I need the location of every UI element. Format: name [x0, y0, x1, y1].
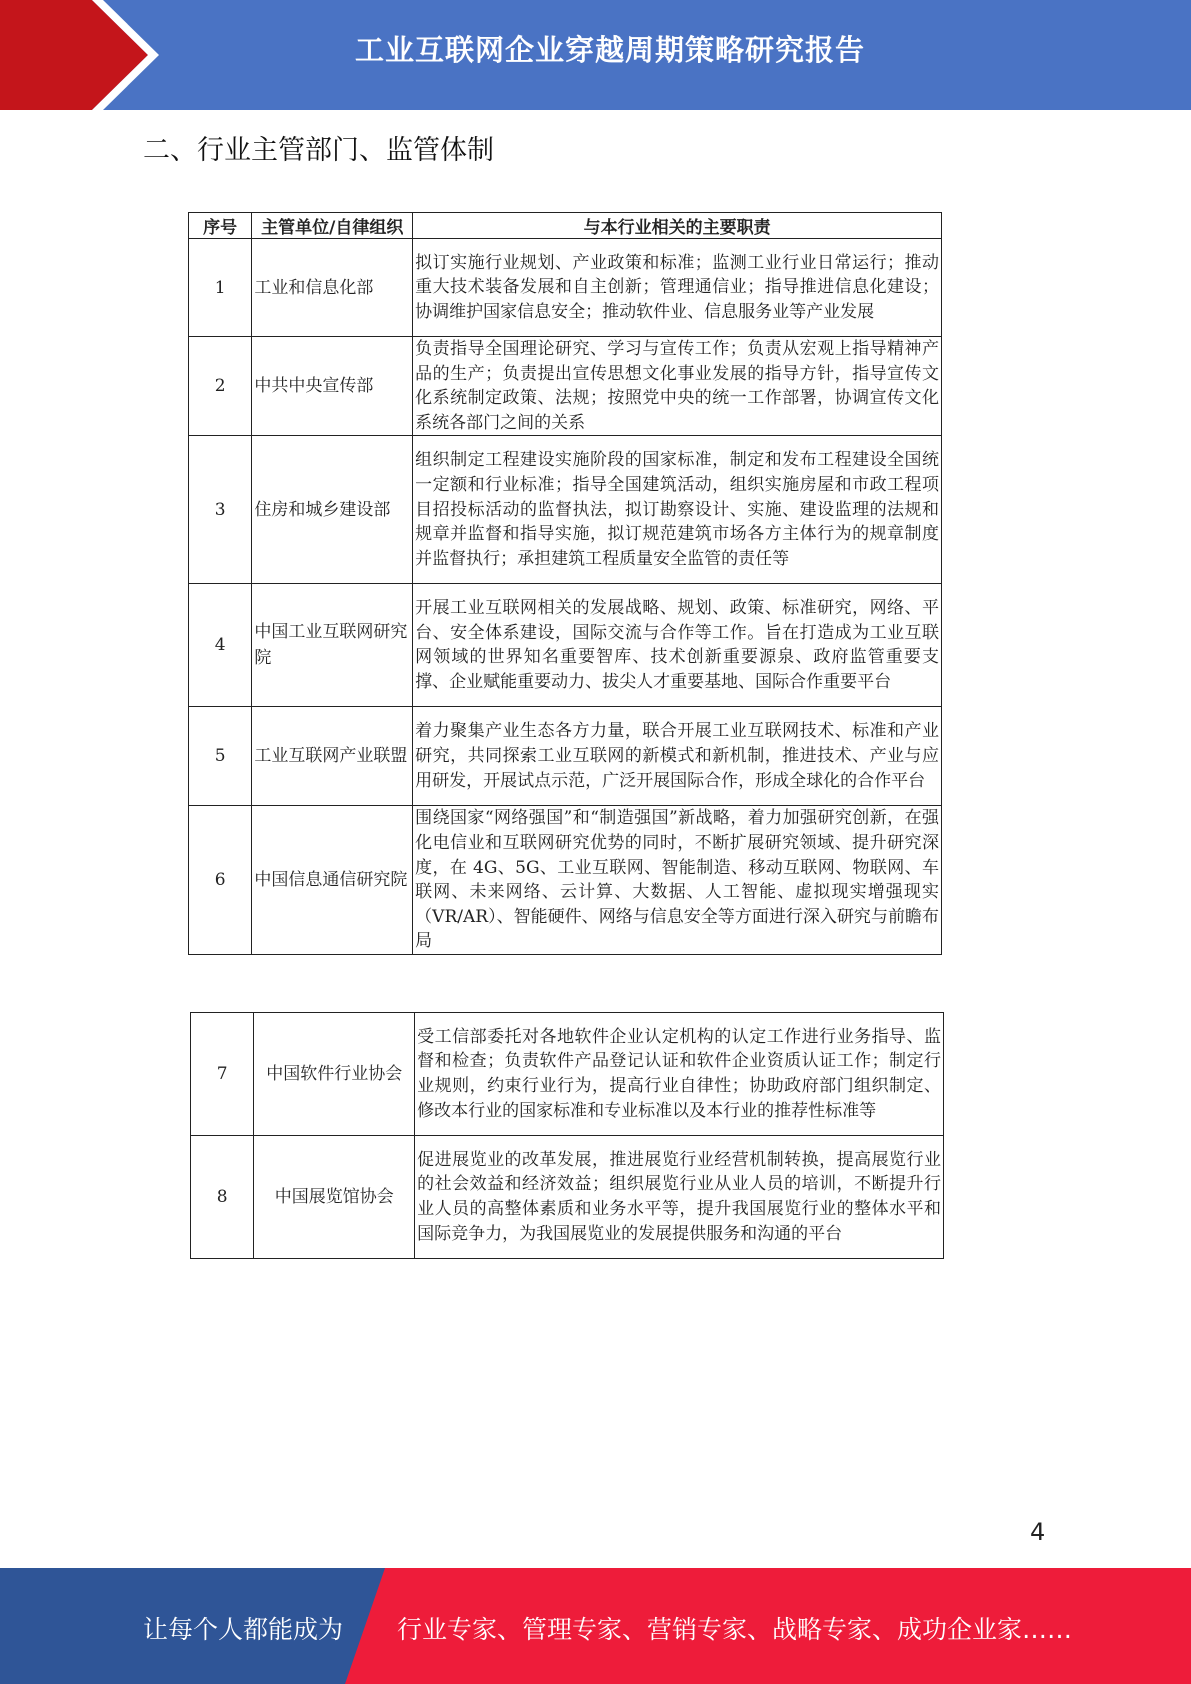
row-duties: 围绕国家“网络强国”和“制造强国”新战略，着力加强研究创新，在强化电信业和互联网研究优势的同时，不断扩展研究领域、提升研究深度，在 4G、5G、工业互联网、智能制造、移动互联网、物联网、车联网、未来网络、云计算、大数据、人工智能、虚拟现实增强现实（VR/AR）、智能硬件、网络与信息安全等方面进行深入研究与前瞻布局 [413, 806, 942, 955]
row-duties: 组织制定工程建设实施阶段的国家标准，制定和发布工程建设全国统一定额和行业标准；指导全国建筑活动，组织实施房屋和市政工程项目招投标活动的监督执法，拟订勘察设计、实施、建设监理的法规和规章并监督和指导实施，拟订规范建筑市场各方主体行为的规章制度并监督执行；承担建筑工程质量安全监管的责任等 [413, 436, 942, 584]
row-organization: 中共中央宣传部 [252, 337, 413, 436]
section-heading: 二、行业主管部门、监管体制 [143, 135, 494, 166]
row-organization: 中国工业互联网研究院 [252, 584, 413, 707]
row-number: 4 [189, 584, 252, 707]
col-header-duty: 与本行业相关的主要职责 [413, 213, 942, 239]
row-organization: 住房和城乡建设部 [252, 436, 413, 584]
table-row [189, 584, 942, 707]
col-header-org: 主管单位/自律组织 [252, 213, 413, 239]
header-chevron-decoration [0, 0, 160, 110]
row-number: 5 [189, 707, 252, 806]
table-header-row [189, 213, 942, 239]
regulators-table-continued [190, 1012, 944, 1259]
row-duties: 受工信部委托对各地软件企业认定机构的认定工作进行业务指导、监督和检查；负责软件产品登记认证和软件企业资质认证工作；制定行业规则，约束行业行为，提高行业自律性；协助政府部门组织制定、修改本行业的国家标准和专业标准以及本行业的推荐性标准等 [415, 1013, 944, 1136]
table-row [189, 707, 942, 806]
row-duties: 着力聚集产业生态各方力量，联合开展工业互联网技术、标准和产业研究，共同探索工业互联网的新模式和新机制，推进技术、产业与应用研发，开展试点示范，广泛开展国际合作，形成全球化的合作平台 [413, 707, 942, 806]
table-row [191, 1136, 944, 1259]
table-row [189, 806, 942, 955]
row-duties: 促进展览业的改革发展，推进展览行业经营机制转换，提高展览行业的社会效益和经济效益；组织展览行业从业人员的培训，不断提升行业人员的高整体素质和业务水平等，提升我国展览行业的整体水平和国际竞争力，为我国展览业的发展提供服务和沟通的平台 [415, 1136, 944, 1259]
table-row [189, 436, 942, 584]
row-number: 1 [189, 239, 252, 337]
row-number: 7 [191, 1013, 254, 1136]
report-title: 工业互联网企业穿越周期策略研究报告 [354, 33, 865, 67]
row-duties: 拟订实施行业规划、产业政策和标准；监测工业行业日常运行；推动重大技术装备发展和自主创新；管理通信业；指导推进信息化建设；协调维护国家信息安全；推动软件业、信息服务业等产业发展 [413, 239, 942, 337]
regulators-table [188, 212, 942, 955]
row-number: 6 [189, 806, 252, 955]
footer-slogan-left: 让每个人都能成为 [143, 1615, 344, 1644]
row-number: 2 [189, 337, 252, 436]
table-row [189, 239, 942, 337]
table-row [189, 337, 942, 436]
row-number: 8 [191, 1136, 254, 1259]
header-banner [0, 0, 1191, 110]
row-organization: 中国信息通信研究院 [252, 806, 413, 955]
page-number: 4 [1030, 1518, 1046, 1546]
col-header-no: 序号 [189, 213, 252, 239]
row-organization: 中国软件行业协会 [254, 1013, 415, 1136]
table-row [191, 1013, 944, 1136]
row-organization: 工业和信息化部 [252, 239, 413, 337]
row-duties: 负责指导全国理论研究、学习与宣传工作；负责从宏观上指导精神产品的生产；负责提出宣传思想文化事业发展的指导方针，指导宣传文化系统制定政策、法规；按照党中央的统一工作部署，协调宣传文化系统各部门之间的关系 [413, 337, 942, 436]
footer-slogan-right: 行业专家、管理专家、营销专家、战略专家、成功企业家…… [397, 1615, 1073, 1644]
row-duties: 开展工业互联网相关的发展战略、规划、政策、标准研究，网络、平台、安全体系建设，国际交流与合作等工作。旨在打造成为工业互联网领域的世界知名重要智库、技术创新重要源泉、政府监管重要支撑、企业赋能重要动力、拔尖人才重要基地、国际合作重要平台 [413, 584, 942, 707]
row-organization: 中国展览馆协会 [254, 1136, 415, 1259]
row-number: 3 [189, 436, 252, 584]
row-organization: 工业互联网产业联盟 [252, 707, 413, 806]
